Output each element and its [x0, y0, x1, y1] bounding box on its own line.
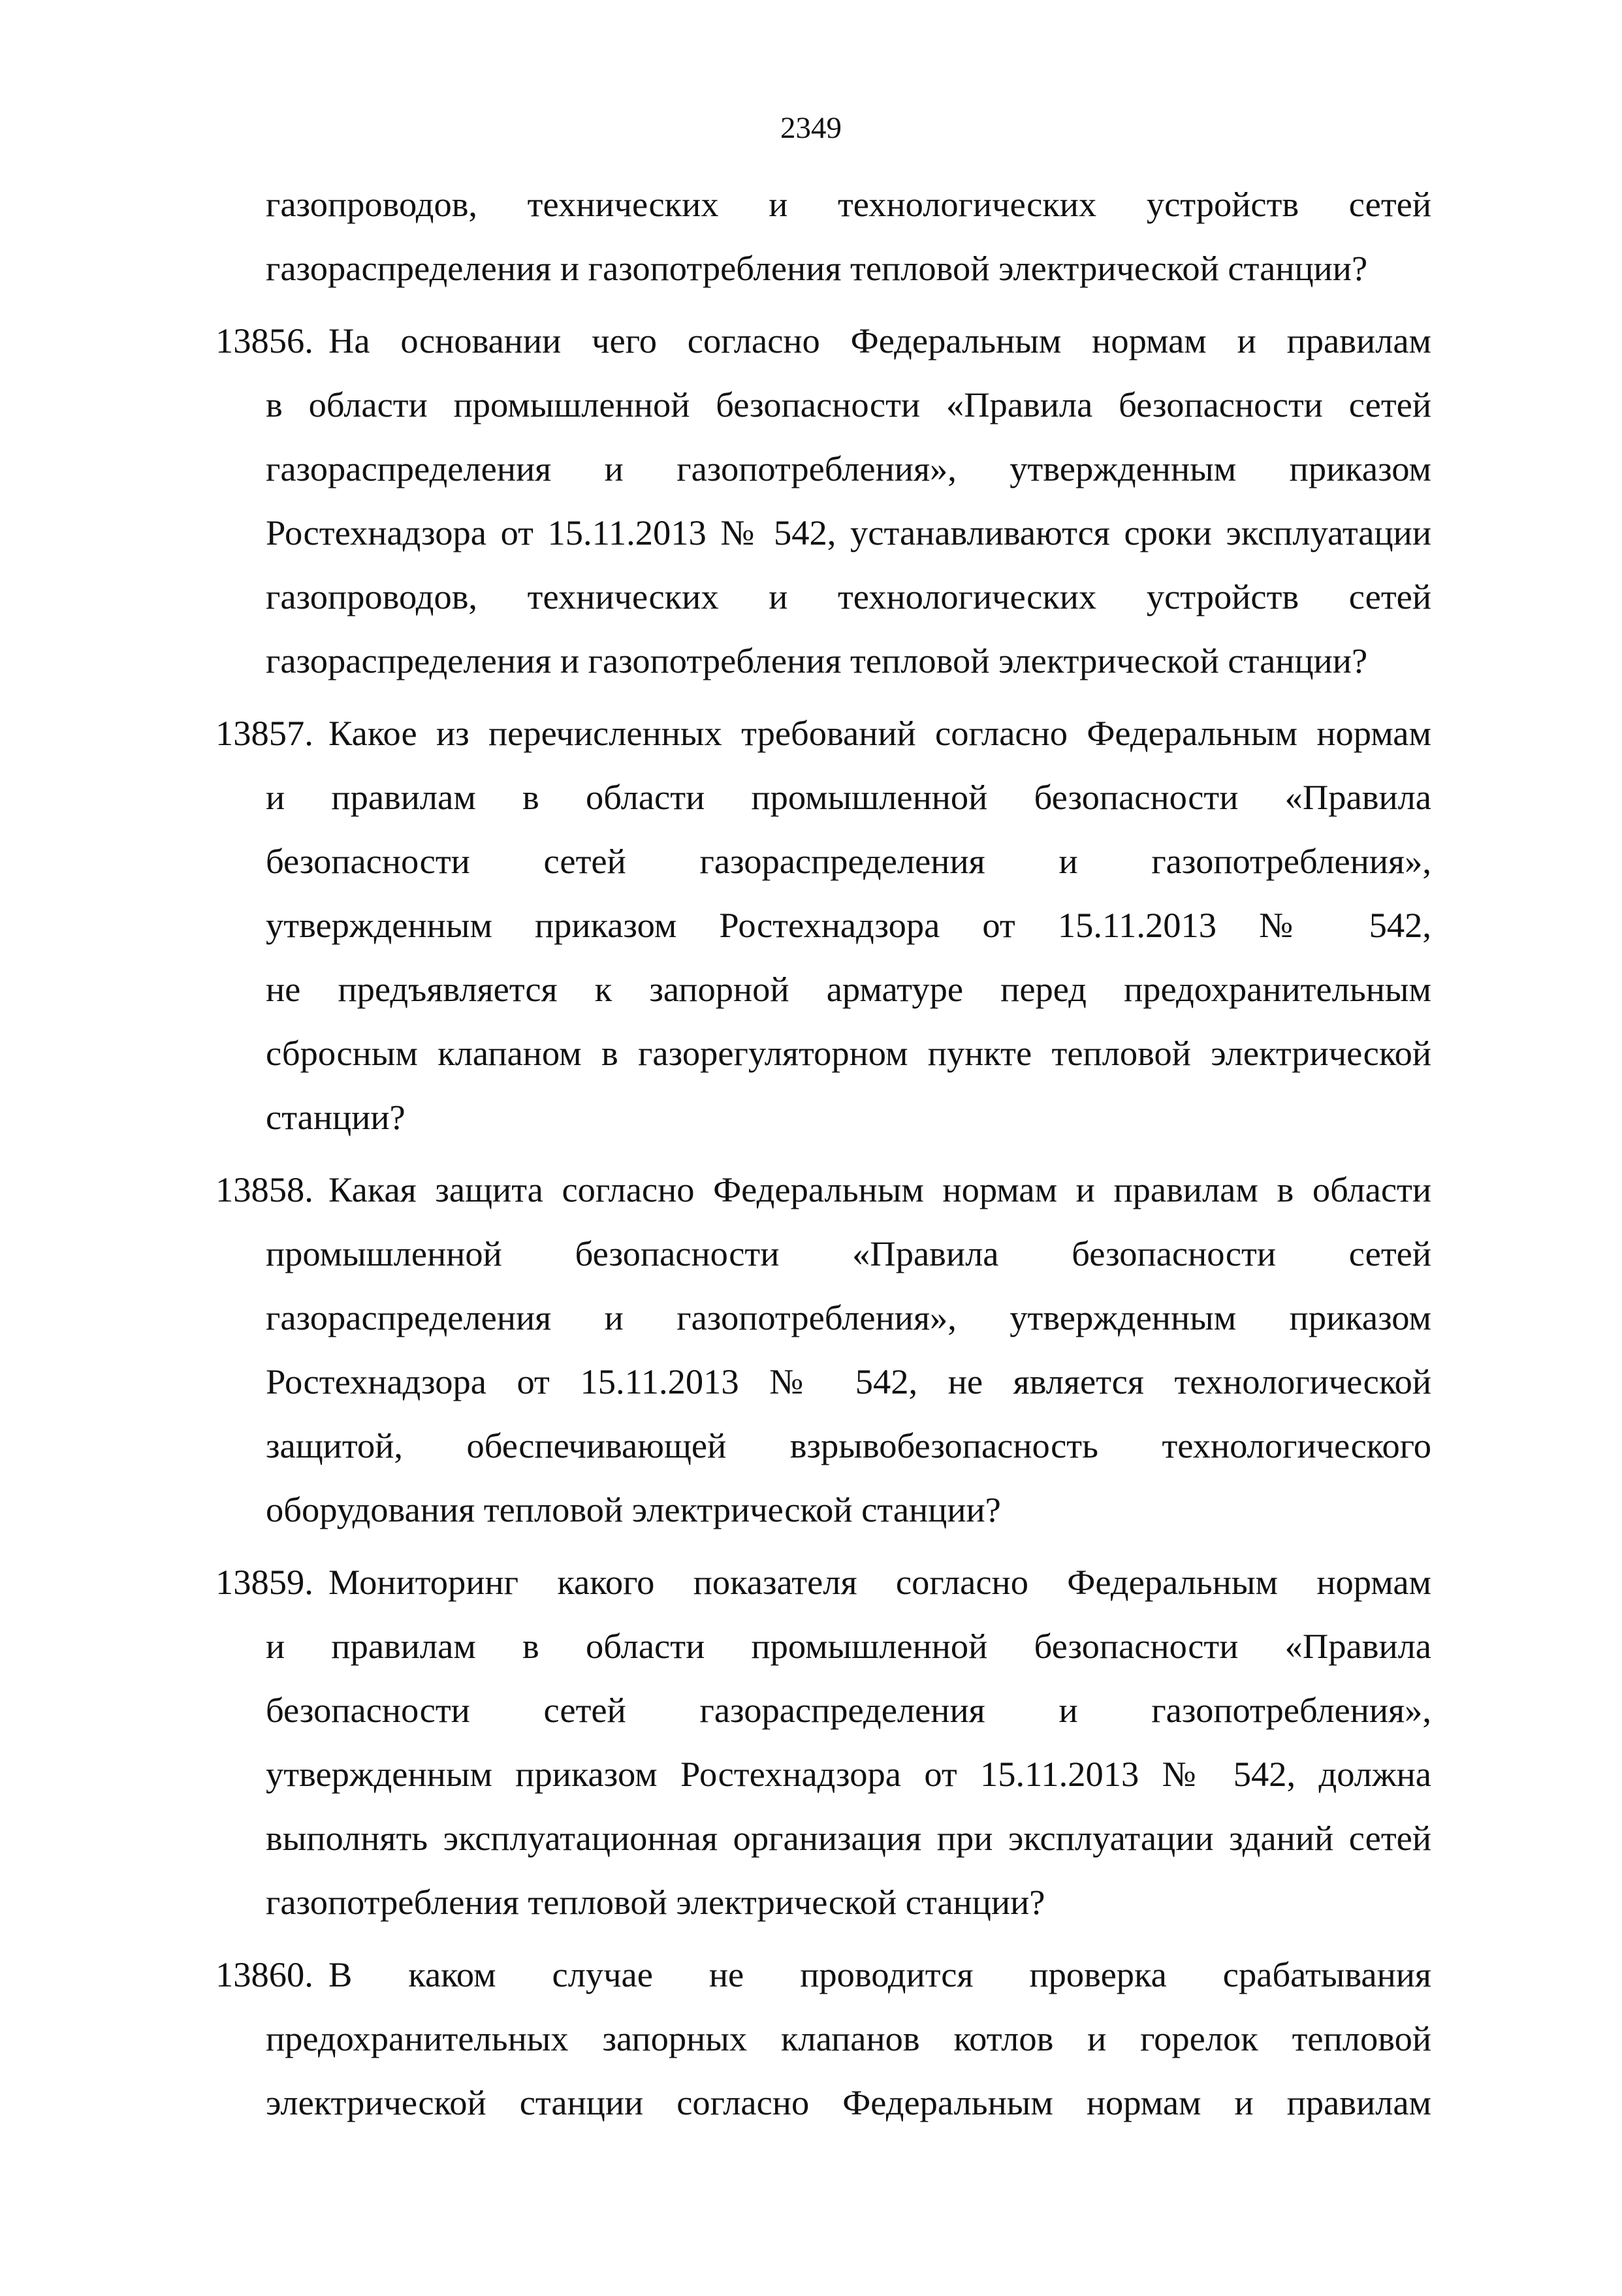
question-text-line: Какое из перечисленных требований согласно Федеральным нормам	[328, 713, 1431, 753]
question-text-line: Ростехнадзора от 15.11.2013 № 542, устанавливаются сроки эксплуатации	[266, 513, 1431, 552]
question-text-line: Какая защита согласно Федеральным нормам и правилам в области	[328, 1170, 1431, 1209]
question-number: 13856.	[215, 321, 313, 360]
question-text-line: предохранительных запорных клапанов котлов и горелок тепловой	[266, 2018, 1431, 2058]
question-text-line: электрической станции согласно Федеральным нормам и правилам	[266, 2082, 1431, 2122]
question-text-line: утвержденным приказом Ростехнадзора от 15.11.2013 № 542,	[266, 905, 1431, 945]
question-text-line: выполнять эксплуатационная организация при эксплуатации зданий сетей	[266, 1818, 1431, 1858]
question-text-line: газопроводов, технических и технологических устройств сетей	[266, 577, 1431, 616]
question-text-line: безопасности сетей газораспределения и газопотребления»,	[266, 841, 1431, 881]
question-text-line: газораспределения и газопотребления», утвержденным приказом	[266, 449, 1431, 488]
question-text-line: не предъявляется к запорной арматуре перед предохранительным	[266, 969, 1431, 1009]
question-text-line: В каком случае не проводится проверка срабатывания	[328, 1954, 1431, 1994]
question-text-line: промышленной безопасности «Правила безопасности сетей	[266, 1234, 1431, 1273]
question-number: 13859.	[215, 1562, 313, 1602]
question-text-line: газораспределения и газопотребления», утвержденным приказом	[266, 1298, 1431, 1337]
question-text-line: оборудования тепловой электрической станции?	[266, 1490, 1001, 1529]
question-first-line	[215, 1943, 1431, 2007]
question-text-line: газопотребления тепловой электрической станции?	[266, 1882, 1045, 1922]
question-first-line	[215, 1158, 1431, 1222]
question-text-line: сбросным клапаном в газорегуляторном пункте тепловой электрической	[266, 1033, 1431, 1073]
question-text-line: безопасности сетей газораспределения и газопотребления»,	[266, 1690, 1431, 1730]
question-text-line: утвержденным приказом Ростехнадзора от 15.11.2013 № 542, должна	[266, 1754, 1431, 1794]
question-item	[215, 701, 1431, 1149]
question-number: 13860.	[215, 1954, 313, 1994]
question-first-line	[215, 1550, 1431, 1614]
question-text-line: газораспределения и газопотребления тепловой электрической станции?	[266, 641, 1368, 680]
question-first-line	[215, 309, 1431, 373]
question-text-line: и правилам в области промышленной безопасности «Правила	[266, 777, 1431, 817]
question-number: 13858.	[215, 1170, 313, 1209]
question-item	[215, 1158, 1431, 1542]
intro-line: газопроводов, технических и технологических устройств сетей	[266, 184, 1431, 224]
question-text-line: в области промышленной безопасности «Правила безопасности сетей	[266, 385, 1431, 424]
question-item	[215, 1943, 1431, 2135]
question-text-line: и правилам в области промышленной безопасности «Правила	[266, 1626, 1431, 1666]
question-item	[215, 1550, 1431, 1934]
question-number: 13857.	[215, 713, 313, 753]
question-text-line: На основании чего согласно Федеральным нормам и правилам	[328, 321, 1431, 360]
question-item	[215, 309, 1431, 693]
question-text-line: Мониторинг какого показателя согласно Федеральным нормам	[328, 1562, 1431, 1602]
question-text-line: защитой, обеспечивающей взрывобезопасность технологического	[266, 1426, 1431, 1465]
intro-line: газораспределения и газопотребления тепловой электрической станции?	[266, 248, 1368, 288]
page-number: 2349	[780, 111, 842, 145]
document-body	[215, 172, 1431, 2135]
question-text-line: станции?	[266, 1097, 406, 1137]
question-first-line	[215, 701, 1431, 765]
question-text-line: Ростехнадзора от 15.11.2013 № 542, не является технологической	[266, 1362, 1431, 1401]
